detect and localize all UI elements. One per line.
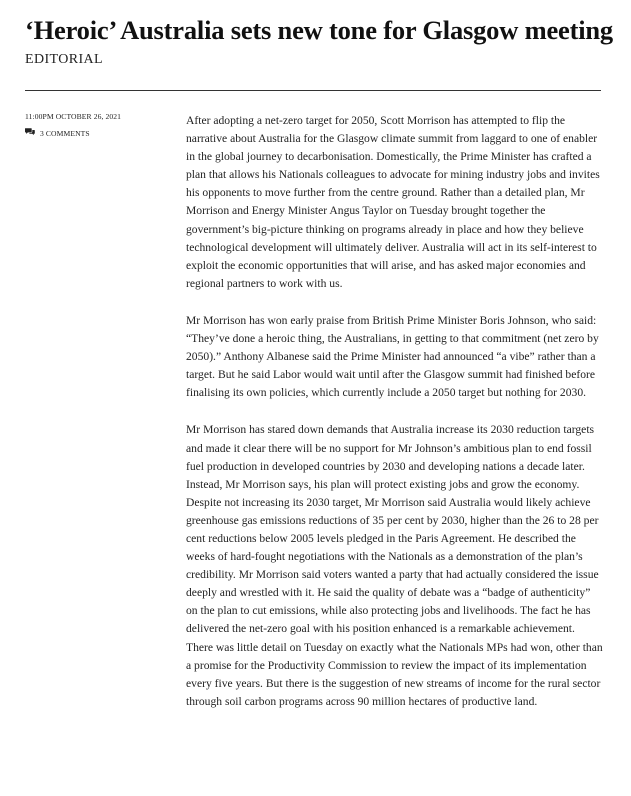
speech-bubbles-icon: [25, 127, 35, 136]
comments-link[interactable]: [25, 127, 121, 143]
publish-timestamp: 11:00PM OCTOBER 26, 2021: [25, 112, 122, 121]
paragraph: After adopting a net-zero target for 2050, Scott Morrison has attempted to flip the narrative about Australia for the Glasgow climate summit from laggard to one of enabler in the global journey to decarbonisation. Domestically, the Prime Minister has crafted a plan that allows his Nationals colleagues to advocate for mining industry jobs and invites his opponents to move further from the centre ground. Rather than a detailed plan, Mr Morrison and Energy Minister Angus Taylor on Tuesday brought together the government’s big-picture thinking on programs already in place and how they believe technological development will ultimately deliver. Australia will act in its self-interest to exploit the economic opportunities that will arise, and has asked major economies and regional partners to work with us.: [186, 114, 600, 290]
section-label: EDITORIAL: [25, 52, 103, 67]
comments-count: 3 COMMENTS: [40, 129, 90, 138]
paragraph: Mr Morrison has won early praise from British Prime Minister Boris Johnson, who said: “They’ve done a heroic thing, the Australians, in getting to that commitment (net zero by 2050).” Anthony Albanese said the Prime Minister had announced “a vibe” rather than a target. But he said Labor would wait until after the Glasgow summit had finished before finalising its own policies, which currently include a 2050 target but nothing for 2030.: [186, 313, 599, 400]
divider: [25, 90, 601, 91]
paragraph: Mr Morrison has stared down demands that Australia increase its 2030 reduction targets and made it clear there will be no support for Mr Johnson’s ambitious plan to end fossil fuel production in developed countries by 2030 and developing nations a decade later. Instead, Mr Morrison says, his plan will protect existing jobs and grow the economy. Despite not increasing its 2030 target, Mr Morrison said Australia would likely achieve greenhouse gas emissions reductions of 35 per cent by 2030, higher than the 26 to 28 per cent reductions below 2005 levels pledged in the Paris Agreement. He described the weeks of hard-fought negotiations with the Nationals as a demonstration of the plan’s credibility. Mr Morrison said voters wanted a party that had actually considered the issue deeply and wrestled with it. He said the quality of debate was a “badge of authenticity” on the plan to cut emissions, while also protecting jobs and livelihoods. The fact he has delivered the net-zero goal with his position enhanced is a remarkable achievement. There was little detail on Tuesday on exactly what the Nationals MPs had won, other than a promise for the Productivity Commission to review the impact of its implementation every five years. But there is the suggestion of new streams of income for the rural sector through soil carbon programs across 90 million hectares of productive land.: [186, 423, 603, 708]
article-meta: [25, 111, 121, 143]
article-headline: ‘Heroic’ Australia sets new tone for Glasgow meeting: [25, 15, 613, 45]
article-body: [186, 112, 604, 730]
